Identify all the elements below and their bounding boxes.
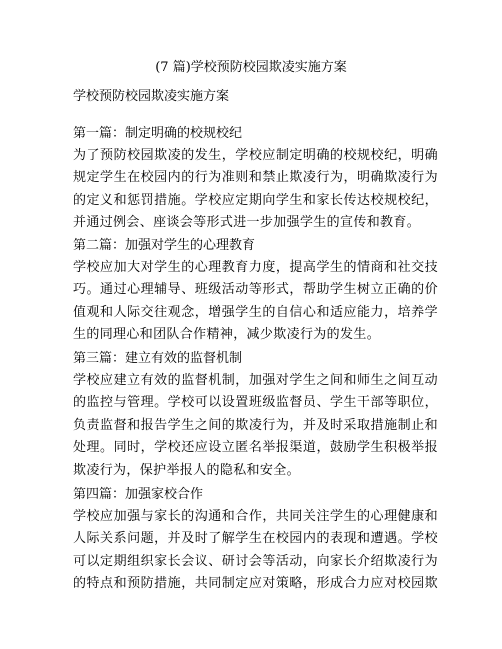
section-4: [73, 484, 438, 596]
paragraph-line: 规定学生在校园内的行为准则和禁止欺凌行为，明确欺凌行为: [73, 170, 438, 186]
paragraph-line: 负责监督和报告学生之间的欺凌行为，并及时采取措施制止和: [73, 417, 438, 433]
paragraph-line: 可以定期组织家长会议、研讨会等活动，向家长介绍欺凌行为: [73, 553, 438, 569]
paragraph-line: 人际关系问题，并及时了解学生在校园内的表现和遭遇。学校: [73, 531, 438, 547]
document-subtitle: 学校预防校园欺凌实施方案: [73, 89, 230, 104]
paragraph-line: 的定义和惩罚措施。学校应定期向学生和家长传达校规校纪，: [73, 192, 438, 208]
paragraph-line: 巧。通过心理辅导、班级活动等形式，帮助学生树立正确的价: [73, 282, 438, 298]
paragraph-line: 生的同理心和团队合作精神，减少欺凌行为的发生。: [73, 327, 381, 343]
paragraph-line: 的特点和预防措施，共同制定应对策略，形成合力应对校园欺: [73, 576, 438, 592]
paragraph-line: 值观和人际交往观念，增强学生的自信心和适应能力，培养学: [73, 304, 438, 320]
section-heading: 第二篇：加强对学生的心理教育: [73, 238, 256, 253]
section-heading: 第一篇：制定明确的校规校纪: [73, 126, 243, 141]
paragraph-line: 并通过例会、座谈会等形式进一步加强学生的宣传和教育。: [73, 215, 421, 231]
section-3: [73, 348, 438, 482]
section-heading: 第三篇：建立有效的监督机制: [73, 351, 243, 366]
paragraph-line: 为了预防校园欺凌的发生，学校应制定明确的校规校纪，明确: [73, 148, 438, 163]
paragraph-line: 学校应加强与家长的沟通和合作，共同关注学生的心理健康和: [73, 509, 438, 524]
document-title: (7 篇)学校预防校园欺凌实施方案: [155, 60, 347, 75]
section-heading: 第四篇：加强家校合作: [73, 487, 204, 502]
section-2: [73, 235, 438, 347]
paragraph-line: 处理。同时，学校还应设立匿名举报渠道，鼓励学生积极举报: [73, 440, 438, 456]
paragraph-line: 欺凌行为，保护举报人的隐私和安全。: [73, 462, 300, 478]
paragraph-line: 学校应加大对学生的心理教育力度，提高学生的情商和社交技: [73, 260, 438, 275]
paragraph-line: 学校应建立有效的监督机制，加强对学生之间和师生之间互动: [73, 373, 438, 388]
section-1: [73, 123, 438, 235]
paragraph-line: 的监控与管理。学校可以设置班级监督员、学生干部等职位，: [73, 395, 438, 411]
